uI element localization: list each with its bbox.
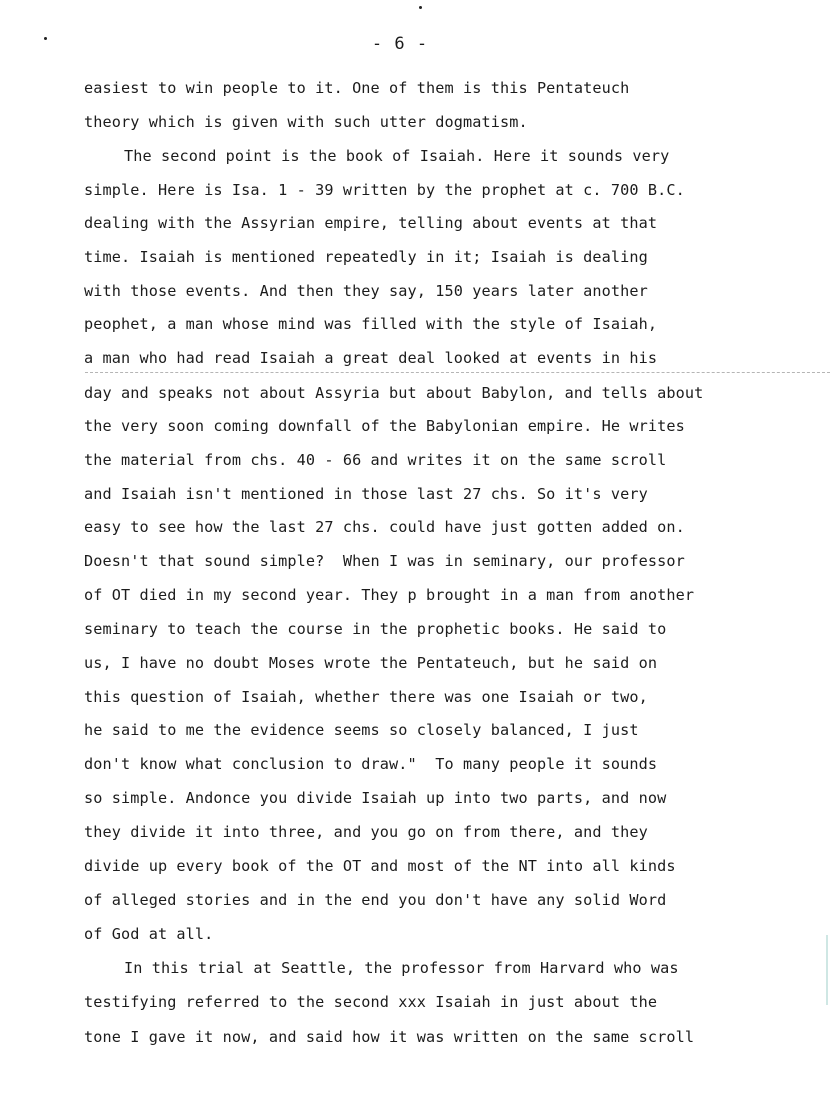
text-line: The second point is the book of Isaiah. Here it sounds very	[124, 147, 670, 165]
text-line: they divide it into three, and you go on from there, and they	[84, 823, 648, 841]
text-line: seminary to teach the course in the prophetic books. He said to	[84, 620, 667, 638]
text-line: In this trial at Seattle, the professor from Harvard who was	[124, 959, 679, 977]
text-line: the material from chs. 40 - 66 and writes it on the same scroll	[84, 451, 667, 469]
text-line: divide up every book of the OT and most of the NT into all kinds	[84, 857, 676, 875]
text-line: he said to me the evidence seems so closely balanced, I just	[84, 721, 639, 739]
text-line: time. Isaiah is mentioned repeatedly in it; Isaiah is dealing	[84, 248, 648, 266]
text-line: dealing with the Assyrian empire, telling about events at that	[84, 214, 658, 232]
page-number: - 6 -	[371, 34, 429, 54]
text-line: of OT died in my second year. They p brought in a man from another	[84, 586, 695, 604]
text-line: a man who had read Isaiah a great deal looked at events in his	[84, 349, 658, 367]
scan-artifact-line	[85, 372, 830, 373]
text-line: tone I gave it now, and said how it was written on the same scroll	[84, 1028, 695, 1046]
text-line: testifying referred to the second xxx Isaiah in just about the	[84, 993, 658, 1011]
text-line: easiest to win people to it. One of them is this Pentateuch	[84, 79, 630, 97]
text-line: with those events. And then they say, 150 years later another	[84, 282, 648, 300]
text-line: of alleged stories and in the end you don't have any solid Word	[84, 891, 667, 909]
scan-speck	[419, 6, 422, 9]
text-line: the very soon coming downfall of the Babylonian empire. He writes	[84, 417, 685, 435]
text-line: peophet, a man whose mind was filled with the style of Isaiah,	[84, 315, 658, 333]
text-line: Doesn't that sound simple? When I was in seminary, our professor	[84, 552, 685, 570]
scan-speck	[44, 37, 47, 40]
scan-edge-mark	[826, 935, 828, 1005]
text-line: theory which is given with such utter dogmatism.	[84, 113, 528, 131]
text-line: us, I have no doubt Moses wrote the Pentateuch, but he said on	[84, 654, 658, 672]
text-line: this question of Isaiah, whether there was one Isaiah or two,	[84, 688, 648, 706]
text-line: easy to see how the last 27 chs. could have just gotten added on.	[84, 518, 685, 536]
text-line: day and speaks not about Assyria but about Babylon, and tells about	[84, 384, 704, 402]
text-line: don't know what conclusion to draw." To many people it sounds	[84, 755, 658, 773]
text-line: simple. Here is Isa. 1 - 39 written by the prophet at c. 700 B.C.	[84, 181, 685, 199]
text-line: so simple. Andonce you divide Isaiah up into two parts, and now	[84, 789, 667, 807]
text-line: and Isaiah isn't mentioned in those last 27 chs. So it's very	[84, 485, 648, 503]
text-line: of God at all.	[84, 925, 214, 943]
